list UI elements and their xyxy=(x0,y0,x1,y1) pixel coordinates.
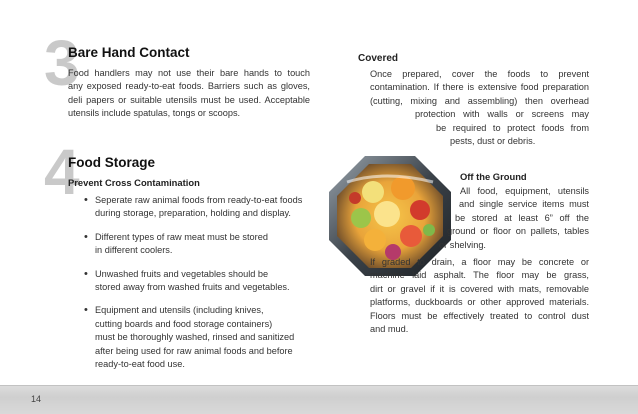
list-item-line: after being used for raw animal foods and before xyxy=(95,345,293,356)
list-item xyxy=(84,231,302,258)
section-number-4: 4 xyxy=(44,136,78,208)
text-line: Once prepared, cover the foods to prevent xyxy=(370,69,589,79)
text-line: utensils include spatulas, tongs or scoops. xyxy=(68,108,241,119)
list-item-line: • Equipment and utensils (including knives, xyxy=(95,305,264,316)
text-line: Food handlers may not use their bare hands to touch xyxy=(68,68,310,78)
list-item xyxy=(84,304,302,371)
text-line: ground or floor on pallets, tables xyxy=(447,226,589,237)
section-number-3: 3 xyxy=(44,27,78,99)
list-item-line: during storage, preparation, holding and display. xyxy=(95,208,291,219)
text-line: and single service items must xyxy=(459,199,589,210)
text-line: protection with walls or screens may xyxy=(415,109,589,120)
text-line: or shelving. xyxy=(439,239,486,250)
section-title-food-storage: Food Storage xyxy=(68,155,155,170)
list-item-line: • Unwashed fruits and vegetables should be xyxy=(95,268,269,279)
text-line: If graded to drain, a floor may be concrete or xyxy=(370,257,589,267)
text-line: machine laid asphalt. The floor may be grass, xyxy=(370,270,589,281)
page-number: 14 xyxy=(31,394,42,404)
list-item xyxy=(84,194,302,221)
text-line: (cutting, mixing and assembling) then overhead xyxy=(370,95,589,106)
list-item-line: cutting boards and food storage containers) xyxy=(95,318,273,329)
text-line: contamination. If there is extensive food preparation xyxy=(370,82,589,93)
text-line: and mud. xyxy=(370,324,409,335)
list-item-line: • Different types of raw meat must be stored xyxy=(95,231,268,242)
list-item-line: ready-to-eat food use. xyxy=(95,359,185,370)
off-the-ground-text xyxy=(438,185,589,252)
list-item-line: must be thoroughly washed, rinsed and sanitized xyxy=(95,332,295,343)
list-item xyxy=(84,268,302,295)
list-item-line: • Seperate raw animal foods from ready-to-eat foods xyxy=(95,195,303,205)
text-line: pests, dust or debris. xyxy=(450,136,536,147)
cross-contamination-list xyxy=(84,194,302,371)
list-item-line: in different coolers. xyxy=(95,245,173,256)
text-line: All food, equipment, utensils xyxy=(460,186,589,196)
list-item-line: stored away from washed fruits and vegetables. xyxy=(95,282,290,293)
text-line: Floors must be effectively treated to control dust xyxy=(370,310,589,321)
text-line: be required to protect foods from xyxy=(436,122,589,133)
text-line: platforms, duckboards or other approved materials. xyxy=(370,297,589,308)
covered-text xyxy=(370,68,589,148)
text-line: deli papers or suitable utensils must be used. Acceptable xyxy=(68,94,310,105)
section-title-bare-hand-contact: Bare Hand Contact xyxy=(68,45,190,60)
text-line: be stored at least 6” off the xyxy=(455,212,589,223)
text-line: any exposed ready-to-eat foods. Barriers such as gloves, xyxy=(68,81,310,92)
subtitle-covered: Covered xyxy=(358,53,399,64)
page-footer xyxy=(0,385,638,414)
bare-hand-contact-text xyxy=(68,67,310,121)
subtitle-off-the-ground: Off the Ground xyxy=(460,171,527,182)
subtitle-prevent-cross-contamination: Prevent Cross Contamination xyxy=(68,177,200,188)
text-line: dirt or gravel if it is covered with mats, removable xyxy=(370,283,589,294)
floor-drain-text xyxy=(370,256,589,336)
